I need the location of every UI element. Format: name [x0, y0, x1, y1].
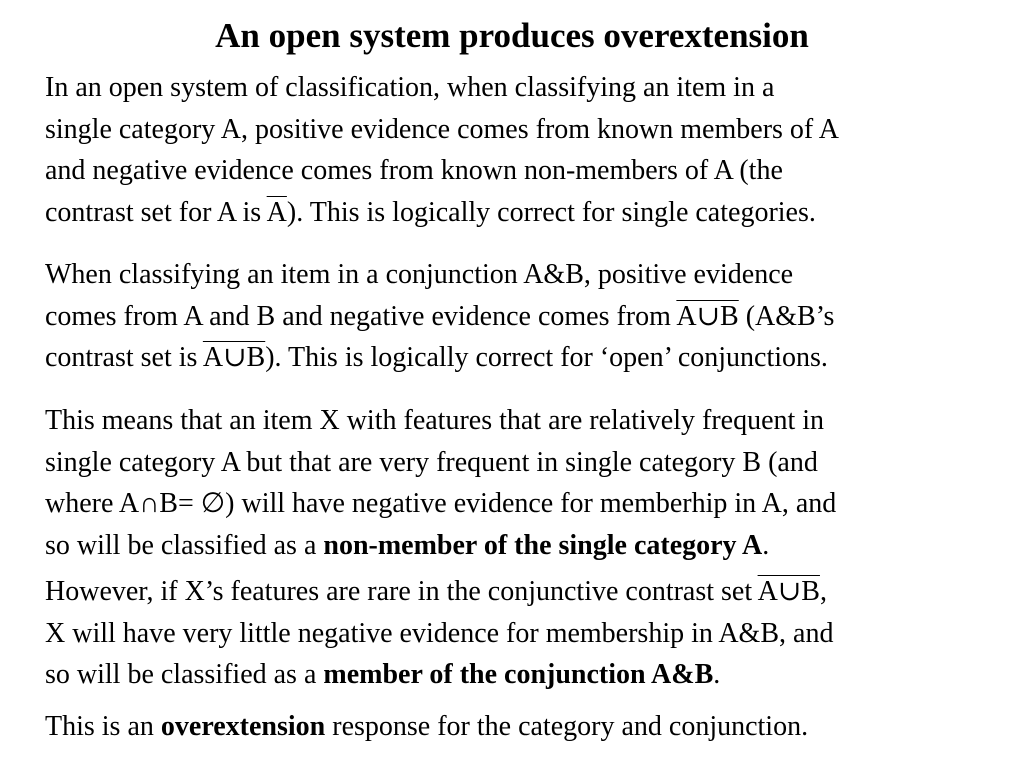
complement-notation: A∪B [676, 300, 739, 332]
paragraph-overextension-conclusion [45, 706, 1017, 748]
text-line: X will have very little negative evidence for membership in A&B, and [45, 617, 834, 649]
text-fragment: ). This is logically correct for ‘open’ conjunctions. [265, 342, 828, 373]
text-line: single category A but that are very frequent in single category B (and [45, 446, 818, 478]
text-line [45, 192, 1017, 234]
text-fragment: . [713, 659, 721, 690]
text-line [45, 571, 1017, 613]
text-line [45, 296, 1017, 338]
text-fragment: response for the category and conjunction. [325, 711, 809, 742]
paragraph-item-x-example [45, 400, 1017, 696]
text-line: When classifying an item in a conjunction A&B, positive evidence [45, 259, 794, 290]
text-line [45, 706, 1017, 748]
text-line: This means that an item X with features that are relatively frequent in [45, 405, 825, 436]
text-fragment: contrast set for A is [45, 196, 267, 228]
emphasis-non-member: non-member of the single category A [323, 529, 763, 561]
text-fragment: . [762, 529, 770, 561]
slide-title: An open system produces overextension [215, 16, 809, 55]
text-line: single category A, positive evidence comes from known members of A [45, 113, 839, 145]
text-fragment: so will be classified as a [45, 659, 324, 690]
complement-notation: A∪B [202, 342, 266, 373]
text-fragment: contrast set is [45, 342, 203, 373]
text-line: In an open system of classification, when classifying an item in a [45, 72, 775, 103]
text-line [45, 654, 1017, 696]
text-fragment: comes from A and B and negative evidence comes from [45, 300, 677, 332]
text-fragment: ). This is logically correct for single categories. [286, 196, 816, 228]
text-fragment: (A&B’s [738, 300, 835, 332]
emphasis-member-conjunction: member of the conjunction A&B [323, 659, 714, 690]
text-fragment: However, if X’s features are rare in the conjunctive contrast set [45, 576, 758, 607]
complement-notation: $\overline{A}$ [266, 196, 287, 228]
paragraph-open-system-single-category [45, 67, 1017, 233]
text-line: where A∩B= ∅) will have negative evidence for memberhip in A, and [45, 488, 837, 519]
paragraph-conjunction [45, 254, 1017, 379]
emphasis-overextension: overextension [160, 711, 326, 742]
text-line [45, 525, 1017, 567]
text-fragment: , [819, 576, 827, 607]
text-line [45, 337, 1017, 379]
text-line: and negative evidence comes from known non-members of A (the [45, 155, 783, 186]
text-fragment: This is an [45, 711, 161, 742]
complement-notation: A∪B [757, 576, 820, 607]
text-fragment: so will be classified as a [45, 529, 324, 561]
